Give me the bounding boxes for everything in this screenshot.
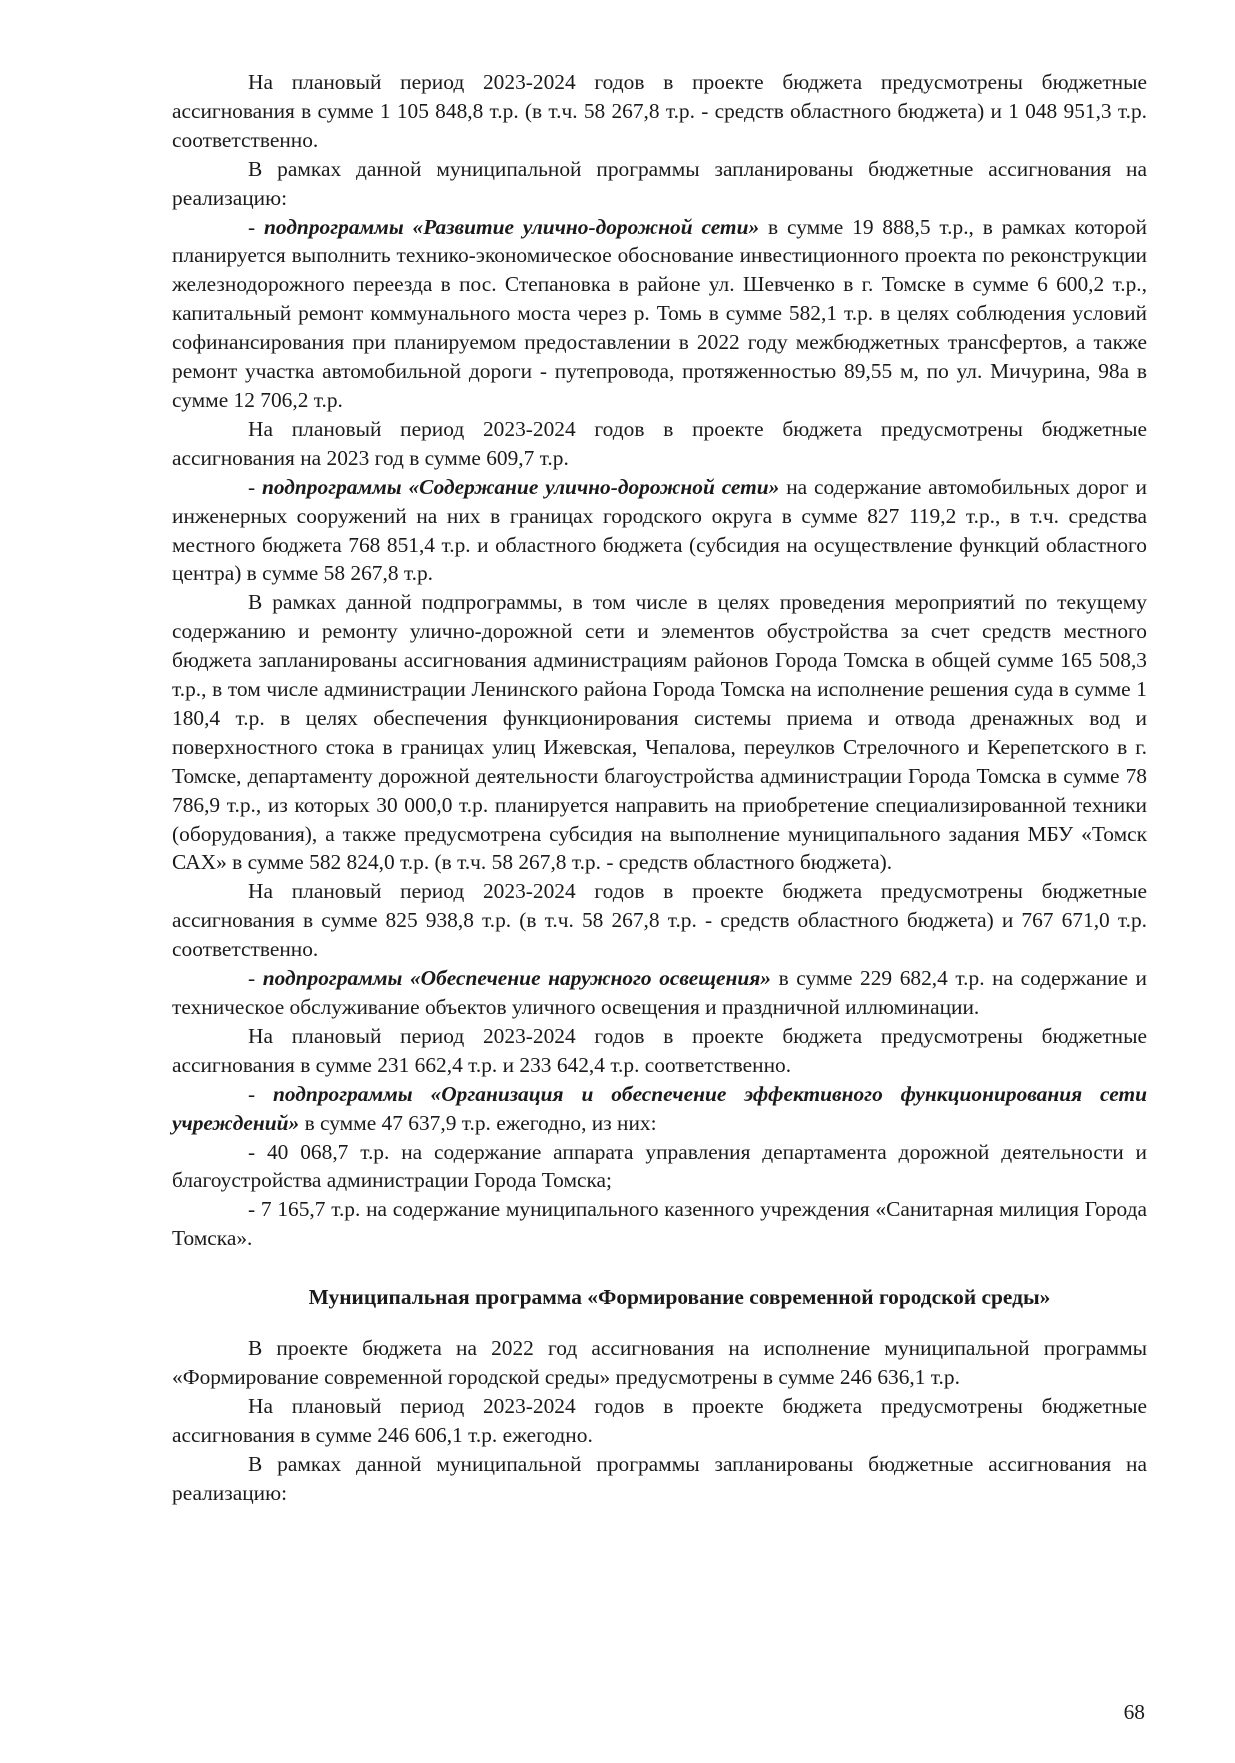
dash: - xyxy=(248,474,262,499)
dash: - xyxy=(248,214,265,239)
paragraph-urban-environment-plan: На плановый период 2023-2024 годов в проекте бюджета предусмотрены бюджетные ассигнования в сумме 246 606,1 т.р. ежегодно. xyxy=(172,1393,1147,1447)
subprogram-text: в сумме 47 637,9 т.р. ежегодно, из них: xyxy=(299,1110,657,1135)
subprogram-title: подпрограммы «Развитие улично-дорожной сети» xyxy=(264,214,760,239)
subprogram-title: подпрограммы «Организация и обеспечение эффективного функционирования сети учреждений» xyxy=(172,1081,1147,1135)
paragraph-subprogram-road-maintenance-plan: На плановый период 2023-2024 годов в проекте бюджета предусмотрены бюджетные ассигнования в сумме 825 938,8 т.р. (в т.ч. 58 267,8 т.р. - средств областного бюджета) и 767 671,0 т.р. соответственно. xyxy=(172,879,1147,962)
page-number: 68 xyxy=(1123,1700,1145,1724)
paragraph-plan-period-total: На плановый период 2023-2024 годов в проекте бюджета предусмотрены бюджетные ассигнования в сумме 1 105 848,8 т.р. (в т.ч. 58 267,8 т.р. - средств областного бюджета) и 1 048 951,3 т.р. соответственно. xyxy=(172,70,1147,152)
paragraph-program-intro: В рамках данной муниципальной программы запланированы бюджетные ассигнования на реализацию: xyxy=(172,156,1147,210)
subprogram-text: в сумме 19 888,5 т.р., в рамках которой планируется выполнить технико-экономическое обоснование инвестиционного проекта по реконструкции железнодорожного переезда в пос. Степановка в районе ул. Шевченко в г. Томске в сумме 6 600,2 т.р., капитальный ремонт коммунального моста через р. Томь в сумме 582,1 т.р. в целях соблюдения условий софинансирования при планируемом предоставлении в 2022 году межбюджетных трансфертов, а также ремонт участка автомобильной дороги - путепровода, протяженностью 89,55 м, по ул. Мичурина, 98а в сумме 12 706,2 т.р. xyxy=(172,214,1147,412)
paragraph-urban-environment-intro: В рамках данной муниципальной программы запланированы бюджетные ассигнования на реализацию: xyxy=(172,1451,1147,1505)
paragraph-subprogram-road-maintenance-detail: В рамках данной подпрограммы, в том числе в целях проведения мероприятий по текущему содержанию и ремонту улично-дорожной сети и элементов обустройства за счет средств местного бюджета запланированы ассигнования администрациям районов Города Томска в общей сумме 165 508,3 т.р., в том числе администрации Ленинского района Города Томска на исполнение решения суда в сумме 1 180,4 т.р. в целях обеспечения функционирования системы приема и отвода дренажных вод и поверхностного стока в границах улиц Ижевская, Чепалова, переулков Стрелочного и Керепетского в г. Томске, департаменту дорожной деятельности благоустройства администрации Города Томска в сумме 78 786,9 т.р., из которых 30 000,0 т.р. планируется направить на приобретение специализированной техники (оборудования), а также предусмотрена субсидия на выполнение муниципального задания МБУ «Томск САХ» в сумме 582 824,0 т.р. (в т.ч. 58 267,8 т.р. - средств областного бюджета). xyxy=(172,590,1147,875)
subprogram-title: подпрограммы «Обеспечение наружного освещения» xyxy=(262,966,771,991)
dash: - xyxy=(248,1081,273,1106)
paragraph-subprogram-road-development-plan: На плановый период 2023-2024 годов в проекте бюджета предусмотрены бюджетные ассигнования на 2023 год в сумме 609,7 т.р. xyxy=(172,416,1147,470)
subprogram-text: в сумме 229 682,4 т.р. на содержание и техническое обслуживание объектов уличного освещения и праздничной иллюминации. xyxy=(172,966,1147,1019)
paragraph-institutions-item-2: - 7 165,7 т.р. на содержание муниципального казенного учреждения «Санитарная милиция Города Томска». xyxy=(172,1197,1147,1251)
section-heading: Муниципальная программа «Формирование современной городской среды» xyxy=(308,1285,1051,1310)
subprogram-title: подпрограммы «Содержание улично-дорожной сети» xyxy=(261,474,780,499)
paragraph-subprogram-institutions xyxy=(172,1080,1147,1138)
subprogram-text: на содержание автомобильных дорог и инженерных сооружений на них в границах городского округа в сумме 827 119,2 т.р., в т.ч. средства местного бюджета 768 851,4 т.р. и областного бюджета (субсидия на осуществление функций областного центра) в сумме 58 267,8 т.р. xyxy=(172,474,1147,586)
paragraph-subprogram-lighting xyxy=(172,964,1147,1022)
paragraph-institutions-item-1: - 40 068,7 т.р. на содержание аппарата управления департамента дорожной деятельности и благоустройства администрации Города Томска; xyxy=(172,1139,1147,1193)
dash: - xyxy=(248,966,263,991)
paragraph-subprogram-road-maintenance xyxy=(172,473,1147,589)
paragraph-urban-environment-budget: В проекте бюджета на 2022 год ассигнования на исполнение муниципальной программы «Формирование современной городской среды» предусмотрены в сумме 246 636,1 т.р. xyxy=(172,1336,1147,1389)
paragraph-subprogram-road-development xyxy=(172,213,1147,415)
paragraph-subprogram-lighting-plan: На плановый период 2023-2024 годов в проекте бюджета предусмотрены бюджетные ассигнования в сумме 231 662,4 т.р. и 233 642,4 т.р. соответственно. xyxy=(172,1023,1147,1077)
